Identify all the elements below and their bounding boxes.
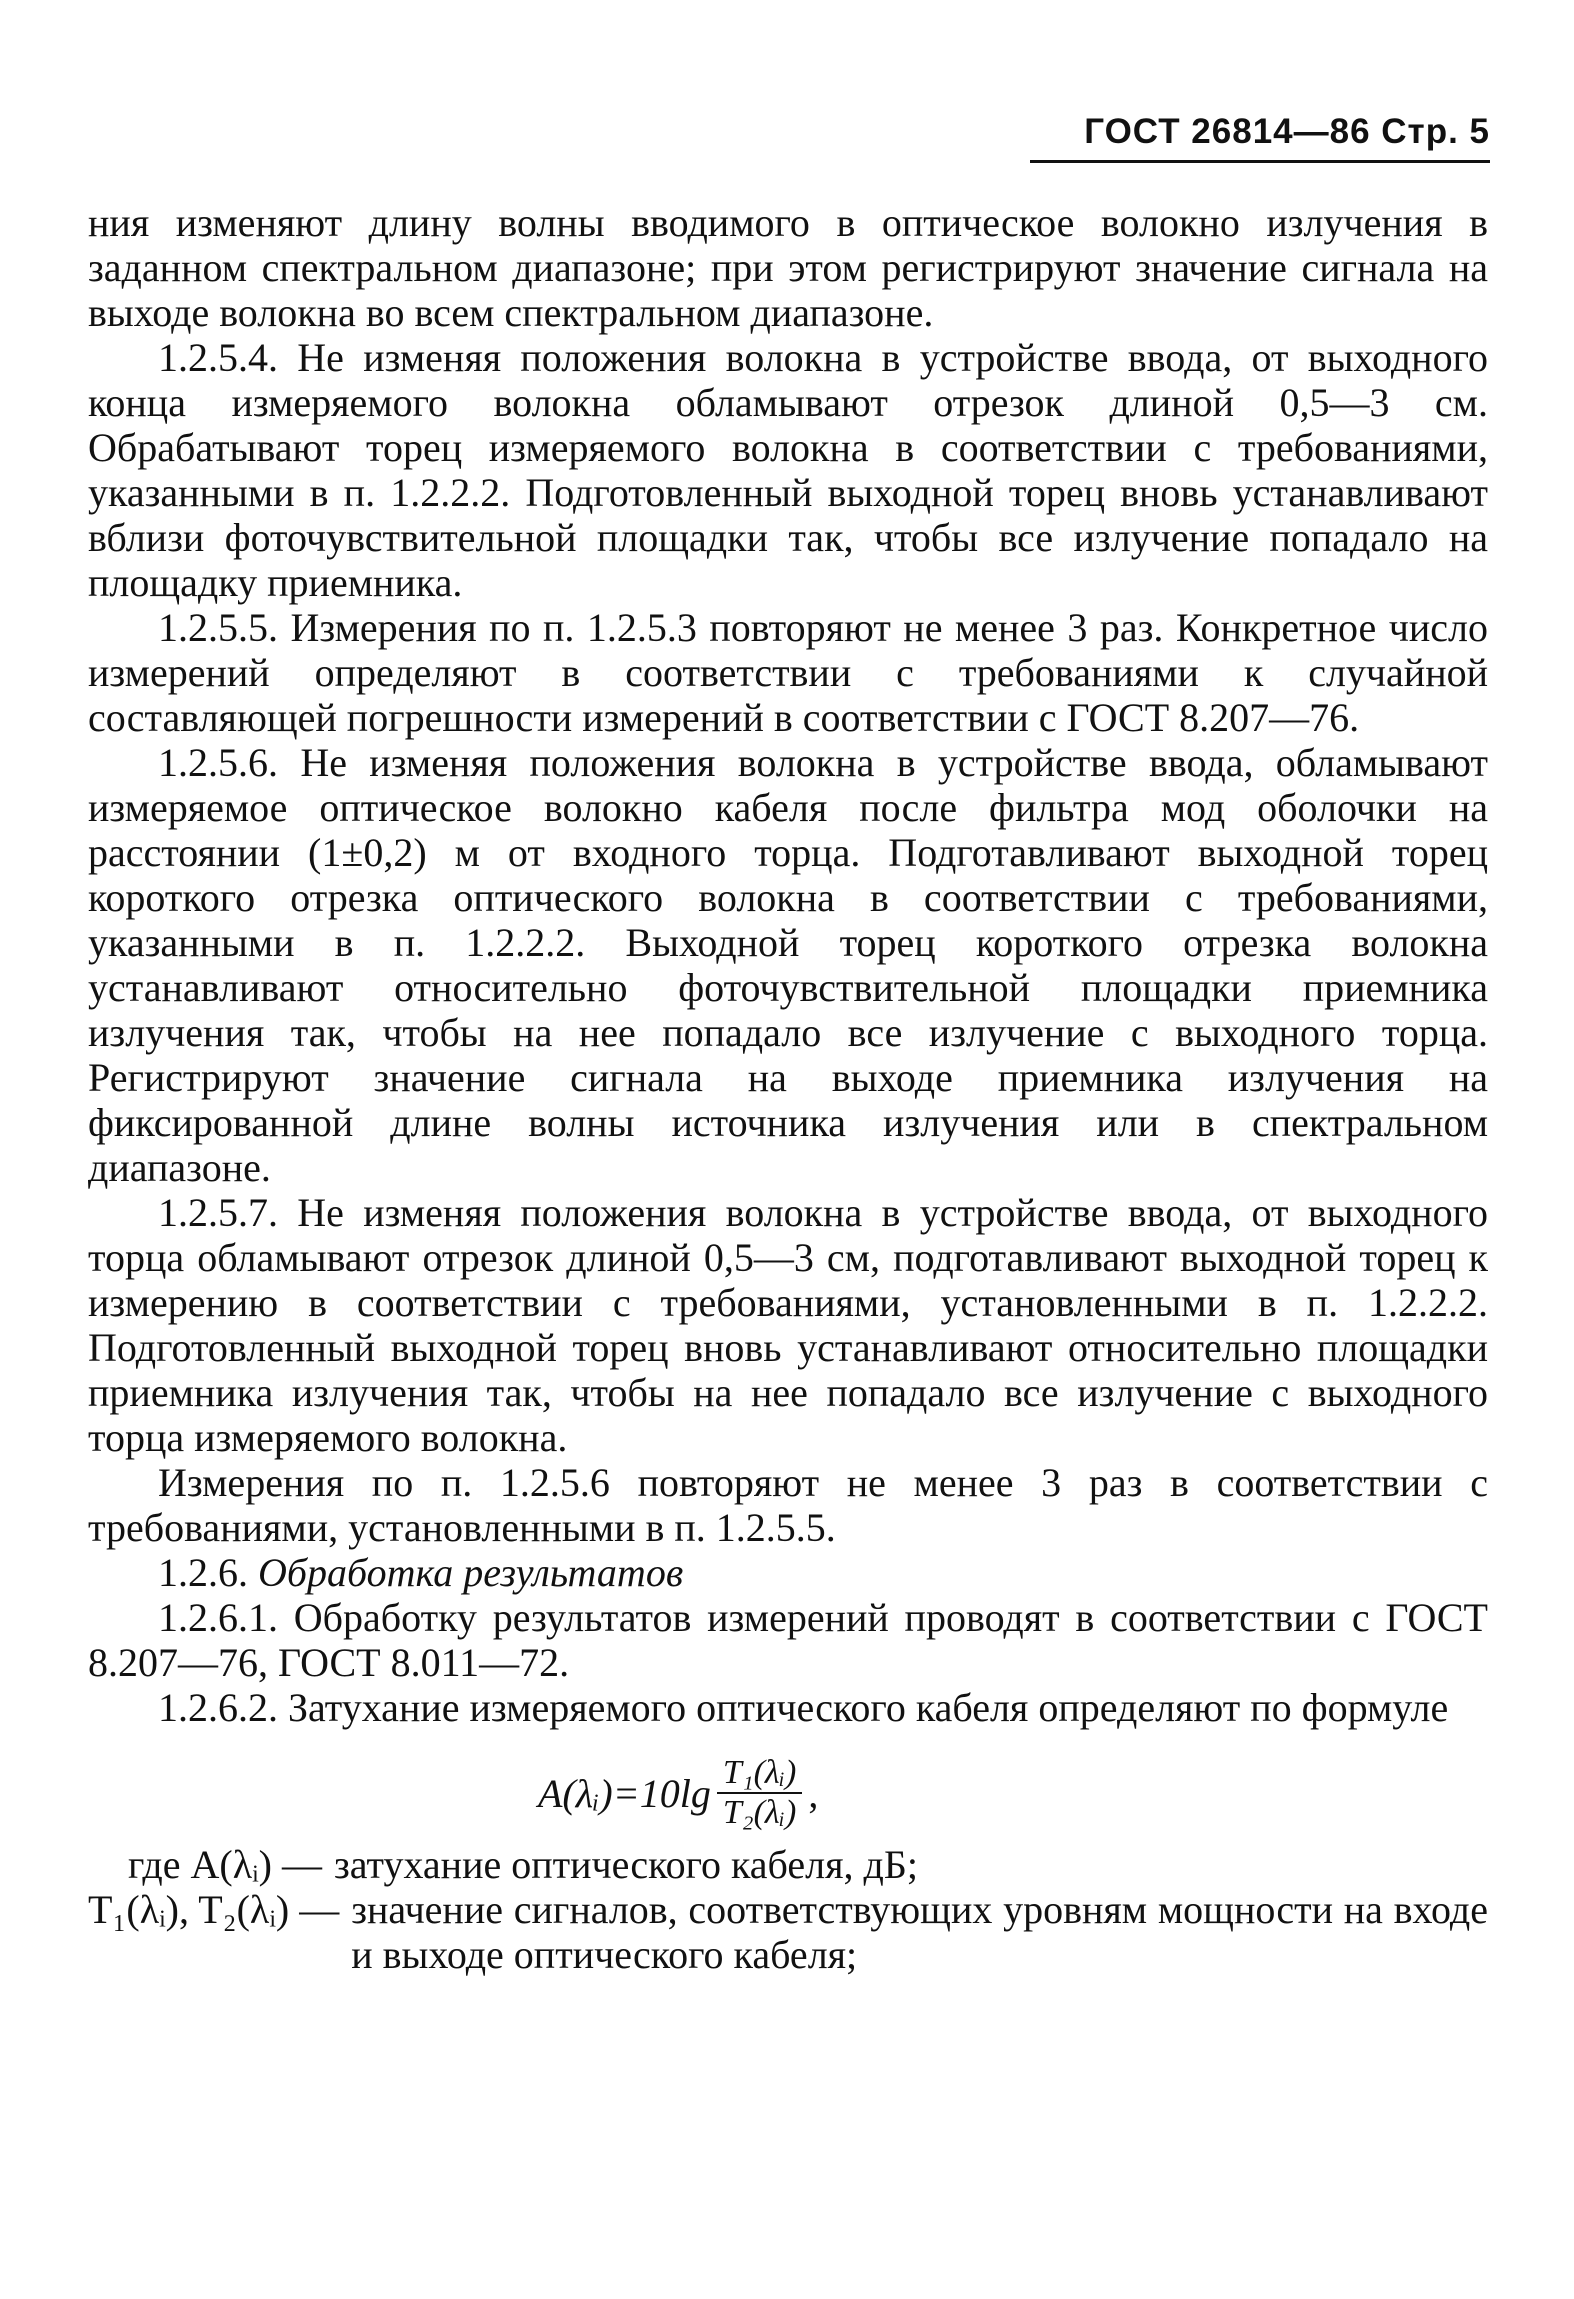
formula-tail: , (808, 1770, 819, 1816)
paragraph-1-2-5-4: 1.2.5.4. Не изменяя положения волокна в устройстве ввода, от выходного конца измеряемого волокна обламывают отрезок длиной 0,5—3 см. Обрабатывают торец измеряемого волокна в соответствии с требованиями, указанными в п. 1.2.2.2. Подготовленный выходной торец вновь устанавливают вблизи фоточувствительной площадки так, чтобы все излучение попадало на площадку приемника. (88, 335, 1488, 605)
running-header: ГОСТ 26814—86 Стр. 5 (1084, 112, 1490, 151)
where-term-a: где A(λᵢ) — (128, 1842, 322, 1887)
header-rule (1030, 160, 1490, 163)
formula-fraction (717, 1754, 802, 1832)
section-heading-1-2-6 (88, 1550, 1488, 1595)
formula-lhs: A(λᵢ)=10lg (538, 1770, 711, 1816)
where-def-a: затухание оптического кабеля, дБ; (333, 1842, 918, 1887)
section-number: 1.2.6. (158, 1550, 248, 1595)
where-row-signals (88, 1887, 1488, 1977)
formula-numerator: T₁(λᵢ) (722, 1754, 797, 1791)
where-block (88, 1842, 1488, 1977)
formula-denominator: T₂(λᵢ) (722, 1794, 797, 1831)
paragraph-continuation: ния изменяют длину волны вводимого в оптическое волокно излучения в заданном спектральном диапазоне; при этом регистрируют значение сигнала на выходе волокна во всем спектральном диапазоне. (88, 200, 1488, 335)
paragraph-1-2-6-1: 1.2.6.1. Обработку результатов измерений проводят в соответствии с ГОСТ 8.207—76, ГОСТ 8.011—72. (88, 1595, 1488, 1685)
where-row-attenuation (88, 1842, 1488, 1887)
paragraph-1-2-6-2: 1.2.6.2. Затухание измеряемого оптического кабеля определяют по формуле (158, 1685, 1449, 1730)
section-title: Обработка результатов (258, 1550, 684, 1595)
attenuation-formula (88, 1754, 1488, 1832)
where-def-t: значение сигналов, соответствующих уровням мощности на входе и выходе оптического кабеля; (351, 1887, 1488, 1977)
document-body (88, 200, 1488, 1977)
paragraph-repeat-measurements: Измерения по п. 1.2.5.6 повторяют не менее 3 раз в соответствии с требованиями, установленными в п. 1.2.5.5. (88, 1460, 1488, 1550)
paragraph-1-2-5-7: 1.2.5.7. Не изменяя положения волокна в устройстве ввода, от выходного торца обламывают отрезок длиной 0,5—3 см, подготавливают выходной торец к измерению в соответствии с требованиями, установленными в п. 1.2.2.2. Подготовленный выходной торец вновь устанавливают относительно площадки приемника излучения так, чтобы на нее попадало все излучение с выходного торца измеряемого волокна. (88, 1190, 1488, 1460)
where-term-t: T₁(λᵢ), T₂(λᵢ) — (88, 1887, 340, 1932)
paragraph-1-2-5-5: 1.2.5.5. Измерения по п. 1.2.5.3 повторяют не менее 3 раз. Конкретное число измерений определяют в соответствии с требованиями к случайной составляющей погрешности измерений в соответствии с ГОСТ 8.207—76. (88, 605, 1488, 740)
paragraph-1-2-5-6: 1.2.5.6. Не изменяя положения волокна в устройстве ввода, обламывают измеряемое оптическое волокно кабеля после фильтра мод оболочки на расстоянии (1±0,2) м от входного торца. Подготавливают выходной торец короткого отрезка оптического волокна в соответствии с требованиями, указанными в п. 1.2.2.2. Выходной торец короткого отрезка волокна устанавливают относительно фоточувствительной площадки приемника излучения так, чтобы на нее попадало все излучение с выходного торца. Регистрируют значение сигнала на выходе приемника излучения на фиксированной длине волны источника излучения или в спектральном диапазоне. (88, 740, 1488, 1190)
